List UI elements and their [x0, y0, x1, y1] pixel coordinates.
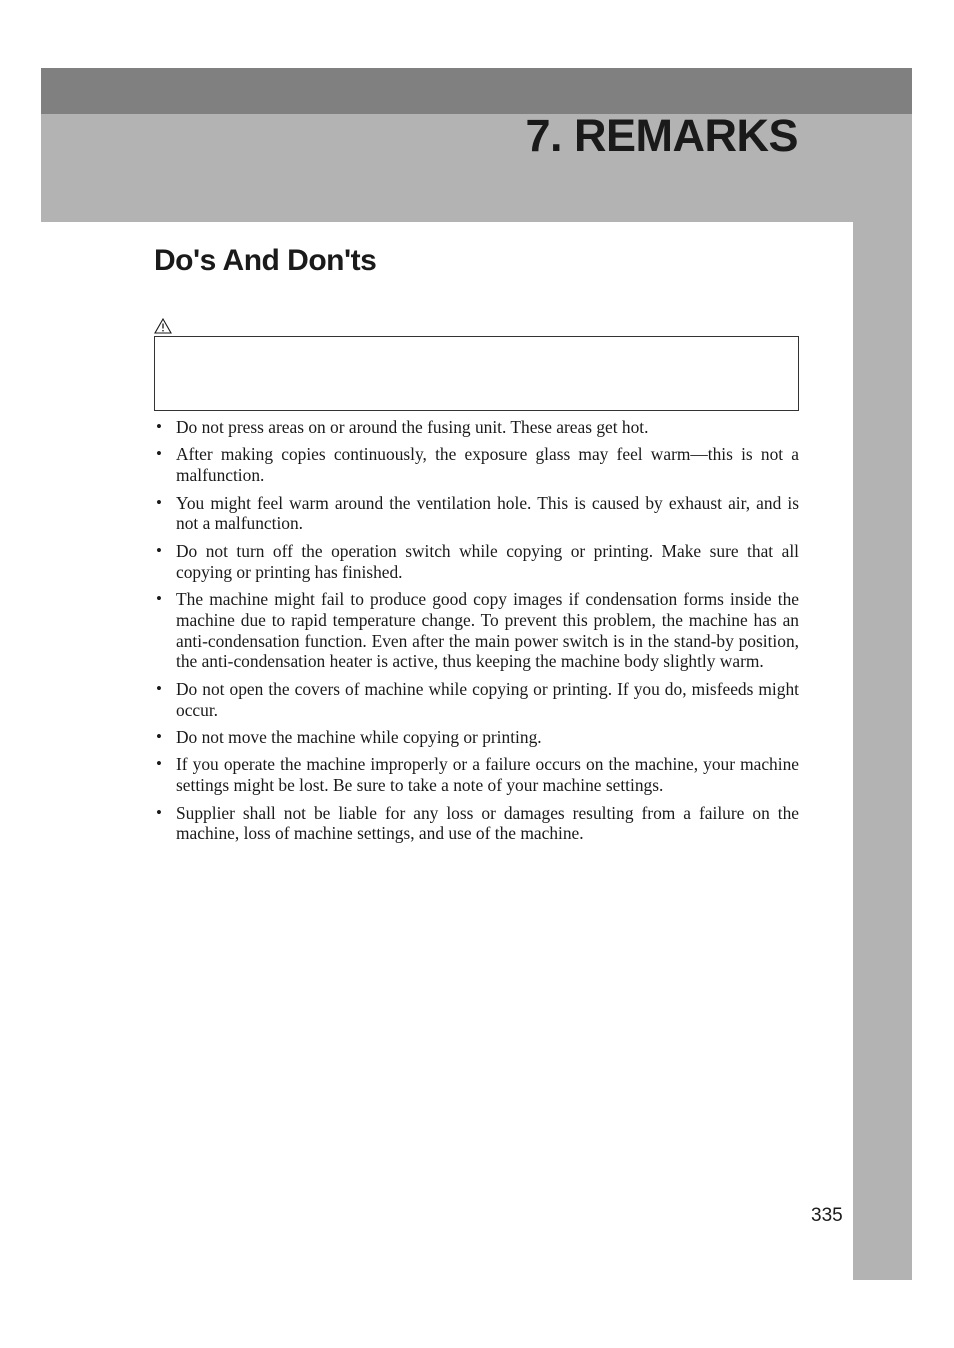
- list-item-text: Supplier shall not be liable for any loss or damages resulting from a failure on the machine, loss of machine settings, and use of the machine.: [176, 802, 799, 844]
- list-item-text: If you operate the machine improperly or a failure occurs on the machine, your machine settings might be lost. Be sure to take a note of your machine settings.: [176, 754, 799, 796]
- list-item: [154, 444, 799, 486]
- bullet-dot: •: [156, 417, 162, 436]
- bullet-dot: •: [156, 754, 162, 774]
- list-item-text: Do not turn off the operation switch while copying or printing. Make sure that all copying or printing has finished.: [176, 540, 799, 582]
- list-item-text: Do not open the covers of machine while copying or printing. If you do, misfeeds might occur.: [176, 678, 799, 720]
- list-item: [154, 679, 799, 721]
- caution-box: [154, 336, 799, 411]
- list-item: [154, 754, 799, 796]
- list-item-text: The machine might fail to produce good copy images if condensation forms inside the machine due to rapid temperature change. To prevent this problem, the machine has an anti-condensation function. Even after the main power switch is in the stand-by position, the anti-condensation heater is active, thus keeping the machine body slightly warm.: [176, 588, 799, 672]
- list-item-text: Do not move the machine while copying or printing.: [176, 726, 542, 747]
- bullet-list: [154, 417, 799, 851]
- bullet-dot: •: [156, 588, 162, 608]
- list-item: [154, 541, 799, 583]
- list-item-text: You might feel warm around the ventilation hole. This is caused by exhaust air, and is not a malfunction.: [176, 492, 799, 534]
- chapter-side-tab: [853, 222, 912, 1280]
- list-item: [154, 727, 799, 748]
- list-item: [154, 803, 799, 845]
- bullet-dot: •: [156, 444, 162, 464]
- bullet-dot: •: [156, 726, 162, 746]
- list-item-text: Do not press areas on or around the fusing unit. These areas get hot.: [176, 417, 649, 437]
- list-item: [154, 493, 799, 535]
- bullet-dot: •: [156, 540, 162, 560]
- chapter-title: 7. REMARKS: [525, 110, 798, 161]
- list-item: [154, 417, 799, 438]
- list-item-text: After making copies continuously, the exposure glass may feel warm—this is not a malfunction.: [176, 444, 799, 486]
- bullet-dot: •: [156, 492, 162, 512]
- header-band-dark: [41, 68, 912, 114]
- bullet-dot: •: [156, 802, 162, 822]
- warning-triangle-icon: [154, 318, 172, 334]
- section-title: Do's And Don'ts: [154, 244, 377, 277]
- list-item: [154, 589, 799, 672]
- page-number: 335: [811, 1205, 843, 1226]
- bullet-dot: •: [156, 678, 162, 698]
